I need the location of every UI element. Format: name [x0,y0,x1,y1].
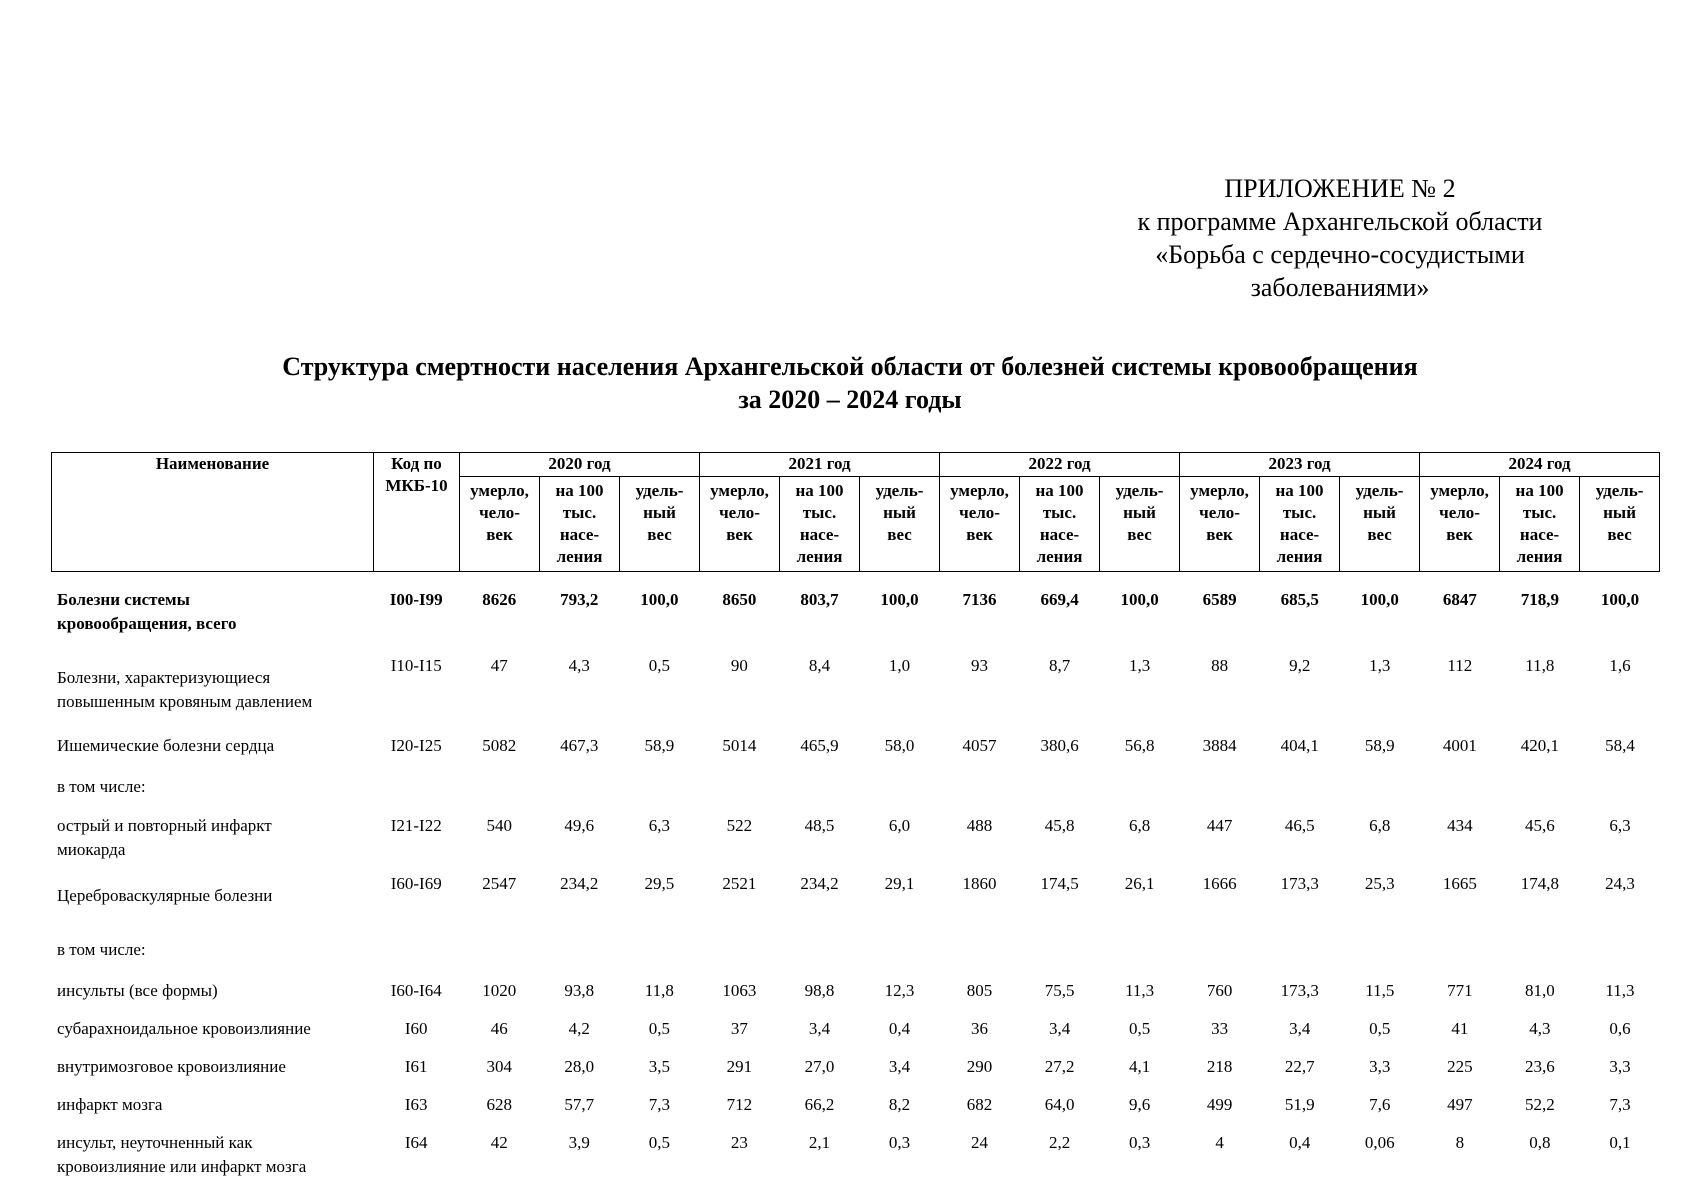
cell-value: 4,1 [1129,1057,1151,1076]
cell-value: 51,9 [1284,1095,1315,1114]
cell-value: 11,5 [1365,981,1395,1000]
appendix-block [1080,172,1600,304]
row-name [51,771,1660,808]
cell-value: 0,06 [1364,1133,1395,1152]
cell-value: 499 [1206,1095,1233,1114]
cell-value: 467,3 [560,736,599,755]
row-name [51,1015,373,1053]
cell-value: 49,6 [564,816,595,835]
header-sub-line: чело- [479,503,520,522]
cell-value: 1666 [1202,874,1237,893]
cell-value: 8,4 [808,656,831,675]
header-sub-line: вес [1367,525,1392,544]
header-died [700,477,780,572]
row-name-line: Цереброваскулярные болезни [57,886,273,905]
cell-value: 488 [966,816,993,835]
cell-value: 58,4 [1605,736,1635,755]
cell-value: 3,4 [1289,1019,1311,1038]
cell-value: 234,2 [560,874,599,893]
header-name [52,453,374,572]
header-year: 2024 год [1420,453,1660,477]
row-name-line: инсульты (все формы) [57,981,218,1000]
row-name-line: инфаркт мозга [57,1095,163,1114]
cell-value: 4 [1215,1133,1224,1152]
cell-value: 1860 [962,874,997,893]
cell-value: 75,5 [1044,981,1075,1000]
cell-value: 173,3 [1280,874,1319,893]
row-name-line: в том числе: [57,777,146,796]
cell-value: 8 [1455,1133,1465,1152]
title-line: Структура смертности населения Архангельской области от болезней системы кровообращения [282,352,1418,381]
table-row [51,934,1660,971]
row-name-line: инсульт, неуточненный как [57,1133,253,1152]
cell-value: 497 [1447,1095,1473,1114]
cell-value: 4,2 [568,1019,590,1038]
cell-value: 174,8 [1520,874,1559,893]
cell-value: 380,6 [1040,736,1079,755]
cell-value: 66,2 [804,1095,835,1114]
header-sub-line: удель- [1355,481,1404,500]
cell-value: 1665 [1442,874,1477,893]
header-code-line: МКБ-10 [385,476,448,495]
cell-value: 90 [730,656,748,675]
cell-value: 36 [971,1019,989,1038]
cell-value: 2521 [722,874,757,893]
row-code: I00-I99 [389,590,443,609]
row-code: I60 [404,1019,428,1038]
data-table [51,580,1660,1181]
cell-value: 112 [1447,656,1473,675]
row-name-line: субарахноидальное кровоизлияние [57,1019,311,1038]
header-year: 2023 год [1180,453,1420,477]
header-sub-line: ный [1363,503,1396,522]
header-sub-line: ления [556,547,603,566]
cell-value: 0,6 [1609,1019,1631,1038]
header-share [1580,477,1660,572]
header-sub-line: вес [647,525,672,544]
header-sub-line: ный [1603,503,1636,522]
header-died [460,477,540,572]
cell-value: 8626 [482,590,517,609]
cell-value: 771 [1447,981,1473,1000]
header-sub-line: вес [1127,525,1152,544]
table-row [51,771,1660,808]
cell-value: 3884 [1202,736,1237,755]
table-row [51,808,1660,872]
appendix-line: «Борьба с сердечно-сосудистыми [1155,240,1525,269]
header-sub-line: насе- [1279,525,1320,544]
cell-value: 1020 [482,981,517,1000]
cell-value: 4001 [1442,736,1477,755]
cell-value: 100,0 [1360,590,1399,609]
header-per-100k [1500,477,1580,572]
row-name-line: Болезни, характеризующиеся [57,668,271,687]
cell-value: 42 [490,1133,508,1152]
row-name [51,1053,373,1091]
row-name-line: острый и повторный инфаркт [57,816,272,835]
table-row [51,1091,1660,1129]
header-sub-line: тыс. [1522,503,1557,522]
header-sub-line: насе- [1039,525,1080,544]
cell-value: 7,3 [1609,1095,1631,1114]
header-sub-line: чело- [959,503,1000,522]
appendix-line: заболеваниями» [1250,273,1430,302]
cell-value: 234,2 [800,874,839,893]
cell-value: 540 [486,816,512,835]
header-sub-line: на 100 [1035,481,1084,500]
cell-value: 447 [1206,816,1233,835]
header-per-100k [1020,477,1100,572]
cell-value: 174,5 [1040,874,1079,893]
cell-value: 793,2 [560,590,599,609]
row-name-line: в том числе: [57,940,146,959]
cell-value: 5014 [722,736,757,755]
header-share [1340,477,1420,572]
cell-value: 0,3 [888,1133,911,1152]
cell-value: 9,6 [1129,1095,1151,1114]
cell-value: 6,3 [1609,816,1631,835]
title-line: за 2020 – 2024 годы [738,385,962,414]
document-title [100,350,1600,416]
cell-value: 685,5 [1280,590,1319,609]
table-row [51,654,1660,728]
cell-value: 6,8 [1369,816,1391,835]
cell-value: 8,2 [888,1095,911,1114]
cell-value: 23,6 [1524,1057,1555,1076]
cell-value: 2,2 [1048,1133,1071,1152]
cell-value: 100,0 [880,590,919,609]
cell-value: 46 [490,1019,508,1038]
cell-value: 522 [726,816,753,835]
cell-value: 7,3 [648,1095,670,1114]
cell-value: 100,0 [640,590,679,609]
cell-value: 2547 [482,874,517,893]
header-sub-line: тыс. [1042,503,1077,522]
cell-value: 25,3 [1364,874,1395,893]
cell-value: 1,0 [888,656,911,675]
cell-value: 29,5 [644,874,675,893]
header-sub-line: век [966,525,993,544]
header-sub-line: насе- [1519,525,1560,544]
header-per-100k [540,477,620,572]
row-name-line: Болезни системы [57,590,190,609]
cell-value: 760 [1206,981,1233,1000]
cell-value: 4057 [962,736,997,755]
header-share [1100,477,1180,572]
cell-value: 173,3 [1280,981,1319,1000]
header-sub-line: на 100 [1515,481,1564,500]
cell-value: 218 [1206,1057,1233,1076]
cell-value: 5082 [482,736,517,755]
cell-value: 12,3 [884,981,915,1000]
row-code: I60-I64 [390,981,442,1000]
header-sub-line: умерло, [950,481,1009,500]
row-name [51,1129,373,1181]
table-row [51,971,1660,1015]
cell-value: 11,3 [1605,981,1635,1000]
row-code: I20-I25 [390,736,442,755]
cell-value: 0,5 [648,656,670,675]
cell-value: 47 [490,656,508,675]
cell-value: 9,2 [1289,656,1311,675]
cell-value: 6,3 [648,816,670,835]
cell-value: 682 [966,1095,993,1114]
table-header [51,452,1660,572]
cell-value: 803,7 [800,590,839,609]
cell-value: 718,9 [1520,590,1559,609]
cell-value: 6,8 [1129,816,1151,835]
row-code: I10-I15 [390,656,442,675]
cell-value: 0,4 [1289,1133,1311,1152]
cell-value: 64,0 [1044,1095,1075,1114]
cell-value: 27,2 [1044,1057,1075,1076]
cell-value: 3,9 [568,1133,590,1152]
cell-value: 45,8 [1044,816,1075,835]
cell-value: 404,1 [1280,736,1319,755]
row-name [51,580,373,654]
header-share [860,477,940,572]
cell-value: 27,0 [804,1057,835,1076]
row-name [51,654,373,728]
header-sub-line: чело- [1439,503,1480,522]
cell-value: 8650 [722,590,757,609]
cell-value: 1,3 [1129,656,1151,675]
header-sub-line: удель- [635,481,684,500]
header-sub-line: ления [796,547,843,566]
cell-value: 11,3 [1125,981,1155,1000]
header-sub-line: удель- [1595,481,1644,500]
header-sub-line: ления [1036,547,1083,566]
header-code [374,453,460,572]
cell-value: 93,8 [564,981,595,1000]
header-sub-line: на 100 [555,481,604,500]
row-code: I60-I69 [390,874,442,893]
cell-value: 304 [486,1057,512,1076]
cell-value: 3,3 [1369,1057,1391,1076]
header-sub-line: умерло, [1190,481,1249,500]
cell-value: 26,1 [1124,874,1155,893]
cell-value: 58,9 [644,736,675,755]
cell-value: 1,3 [1369,656,1391,675]
cell-value: 56,8 [1124,736,1155,755]
header-sub-line: ный [643,503,676,522]
header-died [940,477,1020,572]
header-year: 2022 год [940,453,1180,477]
cell-value: 712 [726,1095,753,1114]
cell-value: 28,0 [564,1057,595,1076]
header-sub-line: на 100 [795,481,844,500]
cell-value: 6,0 [888,816,911,835]
header-sub-line: насе- [559,525,600,544]
header-sub-line: насе- [799,525,840,544]
cell-value: 1,6 [1609,656,1631,675]
cell-value: 41 [1451,1019,1469,1038]
row-name [51,1091,373,1129]
cell-value: 669,4 [1040,590,1079,609]
header-year: 2021 год [700,453,940,477]
header-sub-line: век [1446,525,1473,544]
cell-value: 81,0 [1524,981,1555,1000]
cell-value: 3,3 [1609,1057,1631,1076]
cell-value: 3,5 [648,1057,670,1076]
cell-value: 24 [971,1133,989,1152]
header-per-100k [780,477,860,572]
header-sub-line: век [486,525,513,544]
cell-value: 0,8 [1529,1133,1551,1152]
cell-value: 48,5 [804,816,835,835]
cell-value: 3,4 [888,1057,911,1076]
cell-value: 98,8 [804,981,835,1000]
header-sub-line: умерло, [710,481,769,500]
header-died [1180,477,1260,572]
header-sub-line: удель- [875,481,924,500]
cell-value: 3,4 [1048,1019,1071,1038]
header-sub-line: ный [883,503,916,522]
cell-value: 2,1 [808,1133,831,1152]
header-sub-line: ления [1276,547,1323,566]
row-code: I61 [404,1057,428,1076]
cell-value: 6589 [1202,590,1237,609]
cell-value: 100,0 [1120,590,1159,609]
cell-value: 0,4 [888,1019,911,1038]
cell-value: 0,5 [648,1019,670,1038]
header-sub-line: чело- [719,503,760,522]
cell-value: 1063 [722,981,757,1000]
cell-value: 0,1 [1609,1133,1631,1152]
cell-value: 23 [730,1133,748,1152]
cell-value: 57,7 [564,1095,595,1114]
row-code: I21-I22 [390,816,442,835]
cell-value: 29,1 [884,874,915,893]
cell-value: 290 [966,1057,993,1076]
header-sub-line: чело- [1199,503,1240,522]
row-name-line: кровоизлияние или инфаркт мозга [57,1157,307,1176]
row-name [51,808,373,872]
row-name [51,971,373,1015]
header-per-100k [1260,477,1340,572]
appendix-line: к программе Архангельской области [1137,207,1543,236]
header-share [620,477,700,572]
table-row [51,580,1660,654]
header-code-line: Код по [391,454,442,473]
row-name-line: внутримозговое кровоизлияние [57,1057,286,1076]
row-name [51,934,1660,971]
cell-value: 6847 [1442,590,1477,609]
cell-value: 11,8 [644,981,674,1000]
appendix-line: ПРИЛОЖЕНИЕ № 2 [1224,174,1456,203]
cell-value: 45,6 [1524,816,1555,835]
table-row [51,1015,1660,1053]
cell-value: 4,3 [568,656,590,675]
header-name-label: Наименование [155,454,270,473]
cell-value: 465,9 [800,736,839,755]
cell-value: 225 [1447,1057,1473,1076]
table-row [51,1129,1660,1181]
cell-value: 420,1 [1520,736,1559,755]
cell-value: 628 [486,1095,512,1114]
cell-value: 4,3 [1529,1019,1551,1038]
row-name-line: Ишемические болезни сердца [57,736,275,755]
cell-value: 0,5 [648,1133,670,1152]
table-row [51,1053,1660,1091]
cell-value: 58,9 [1364,736,1395,755]
cell-value: 7136 [962,590,997,609]
cell-value: 8,7 [1048,656,1071,675]
cell-value: 7,6 [1369,1095,1391,1114]
row-code: I64 [404,1133,428,1152]
row-name-line: миокарда [57,840,126,859]
cell-value: 3,4 [808,1019,831,1038]
header-sub-line: век [726,525,753,544]
cell-value: 24,3 [1605,874,1635,893]
cell-value: 11,8 [1525,656,1555,675]
cell-value: 37 [730,1019,748,1038]
row-name-line: повышенным кровяным давлением [57,692,313,711]
cell-value: 22,7 [1284,1057,1315,1076]
header-sub-line: ления [1516,547,1563,566]
header-sub-line: вес [887,525,912,544]
header-sub-line: удель- [1115,481,1164,500]
header-sub-line: умерло, [1430,481,1489,500]
header-died [1420,477,1500,572]
cell-value: 88 [1211,656,1229,675]
header-year: 2020 год [460,453,700,477]
table-row [51,872,1660,934]
cell-value: 100,0 [1600,590,1640,609]
table-row [51,728,1660,771]
cell-value: 434 [1447,816,1473,835]
cell-value: 58,0 [884,736,915,755]
row-name [51,872,373,934]
cell-value: 291 [726,1057,753,1076]
header-sub-line: тыс. [1282,503,1317,522]
cell-value: 93 [971,656,989,675]
cell-value: 0,5 [1129,1019,1151,1038]
row-name-line: кровообращения, всего [57,614,237,633]
cell-value: 805 [966,981,993,1000]
row-name [51,728,373,771]
cell-value: 33 [1211,1019,1229,1038]
cell-value: 0,3 [1129,1133,1151,1152]
header-sub-line: тыс. [562,503,597,522]
cell-value: 46,5 [1284,816,1315,835]
header-sub-line: век [1206,525,1233,544]
header-sub-line: тыс. [802,503,837,522]
cell-value: 0,5 [1369,1019,1391,1038]
header-sub-line: ный [1123,503,1156,522]
header-sub-line: на 100 [1275,481,1324,500]
cell-value: 52,2 [1524,1095,1555,1114]
row-code: I63 [404,1095,428,1114]
header-sub-line: вес [1607,525,1632,544]
header-sub-line: умерло, [470,481,529,500]
